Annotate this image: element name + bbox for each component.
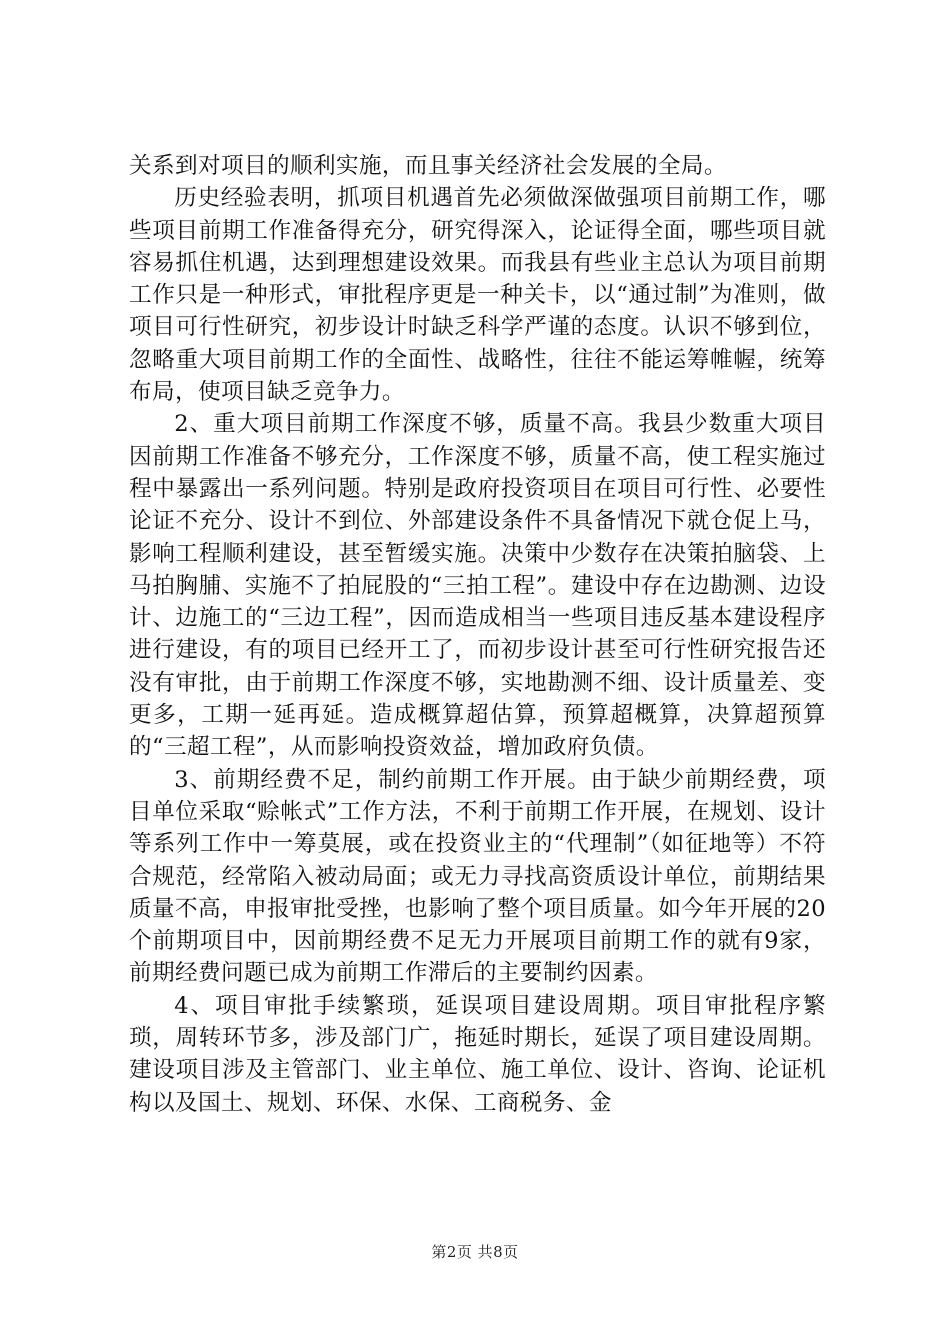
paragraph-point-3: 3、前期经费不足，制约前期工作开展。由于缺少前期经费，项目单位采取“赊帐式”工作方法，不利于前期工作开展，在规划、设计等系列工作中一筹莫展，或在投资业主的“代理制”（如征地等）不符合规范，经常陷入被动局面；或无力寻找高资质设计单位，前期结果质量不高，申报审批受挫，也影响了整个项目质量。如今年开展的20个前期项目中，因前期经费不足无力开展项目前期工作的就有9家，前期经费问题已成为前期工作滞后的主要制约因素。 (129, 766, 826, 987)
paragraph-history-experience: 历史经验表明，抓项目机遇首先必须做深做强项目前期工作，哪些项目前期工作准备得充分，研究得深入，论证得全面，哪些项目就容易抓住机遇，达到理想建设效果。而我县有些业主总认为项目前期工作只是一种形式，审批程序更是一种关卡，以“通过制”为准则，做项目可行性研究，初步设计时缺乏科学严谨的态度。认识不够到位，忽略重大项目前期工作的全面性、战略性，往往不能运筹帷幄，统筹布局，使项目缺乏竞争力。 (129, 185, 826, 406)
paragraph-point-2: 2、重大项目前期工作深度不够，质量不高。我县少数重大项目因前期工作准备不够充分，工作深度不够，质量不高，使工程实施过程中暴露出一系列问题。特别是政府投资项目在项目可行性、必要性论证不充分、设计不到位、外部建设条件不具备情况下就仓促上马，影响工程顺利建设，甚至暂缓实施。决策中少数存在决策拍脑袋、上马拍胸脯、实施不了拍屁股的“三拍工程”。建设中存在边勘测、边设计、边施工的“三边工程”，因而造成相当一些项目违反基本建设程序进行建设，有的项目已经开工了，而初步设计甚至可行性研究报告还没有审批，由于前期工作深度不够，实地勘测不细、设计质量差、变更多，工期一延再延。造成概算超估算，预算超概算，决算超预算的“三超工程”，从而影响投资效益，增加政府负债。 (129, 411, 826, 761)
page-number-footer: 第2页 共8页 (431, 1243, 519, 1261)
paragraph-point-4: 4、项目审批手续繁琐，延误项目建设周期。项目审批程序繁琐，周转环节多，涉及部门广，拖延时期长，延误了项目建设周期。建设项目涉及主管部门、业主单位、施工单位、设计、咨询、论证机构以及国土、规划、环保、水保、工商税务、金 (129, 992, 826, 1116)
document-body (129, 150, 826, 1119)
paragraph-continuation: 关系到对项目的顺利实施，而且事关经济社会发展的全局。 (129, 153, 727, 179)
